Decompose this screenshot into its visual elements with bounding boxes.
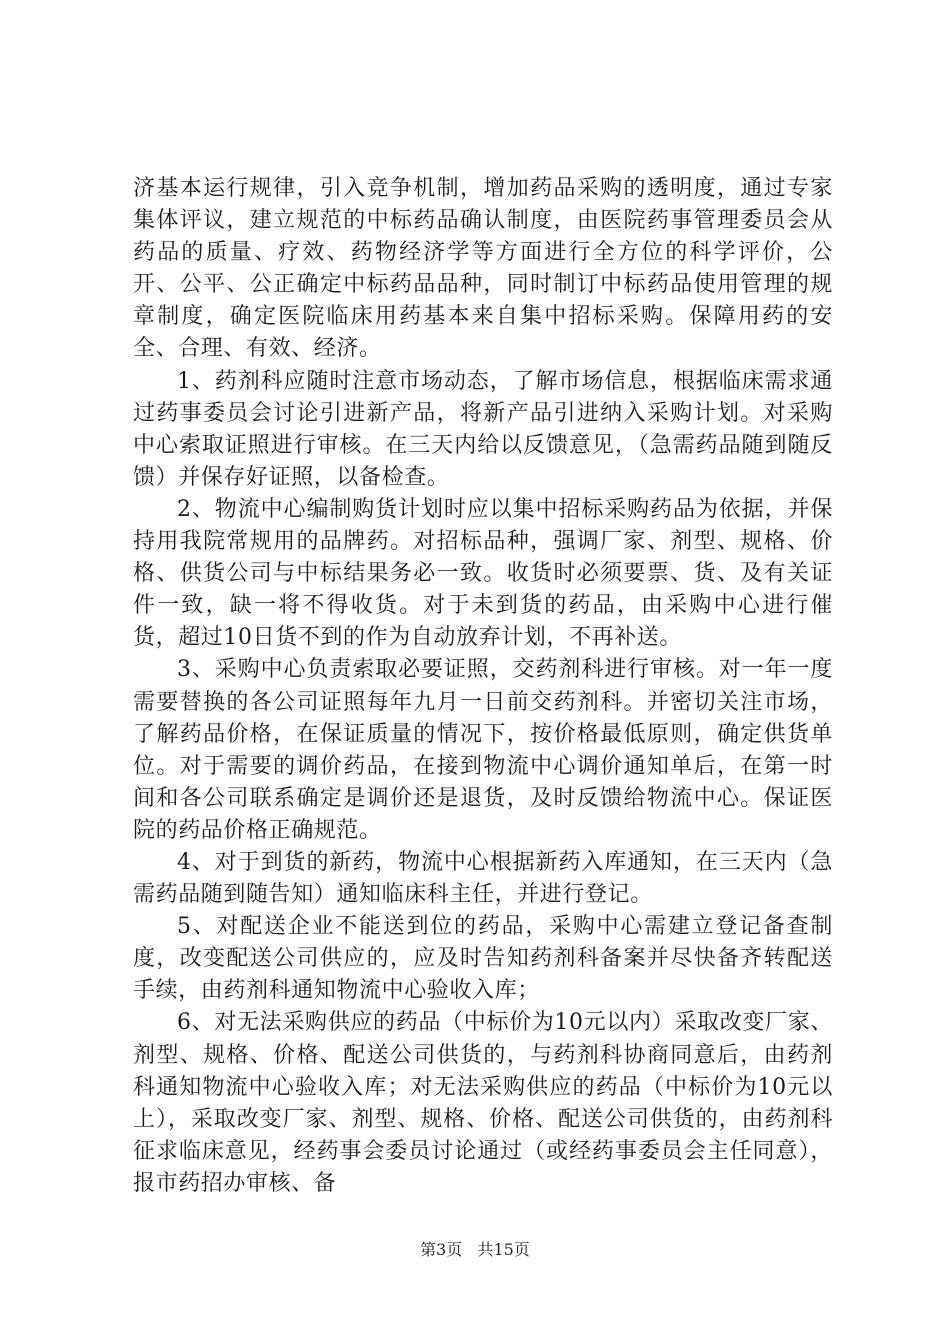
paragraph: 5、对配送企业不能送到位的药品，采购中心需建立登记备查制度，改变配送公司供应的，应及时告知药剂科备案并尽快备齐转配送手续，由药剂科通知物流中心验收入库； <box>133 914 833 1004</box>
page-footer <box>0 1240 950 1260</box>
paragraph: 4、对于到货的新药，物流中心根据新药入库通知，在三天内（急需药品随到随告知）通知临床科主任，并进行登记。 <box>133 849 833 908</box>
page-total: 共15页 <box>477 1240 530 1259</box>
paragraph: 济基本运行规律，引入竞争机制，增加药品采购的透明度，通过专家集体评议，建立规范的中标药品确认制度，由医院药事管理委员会从药品的质量、疗效、药物经济学等方面进行全方位的科学评价，公开、公平、公正确定中标药品品种，同时制订中标药品使用管理的规章制度，确定医院临床用药基本来自集中招标采购。保障用药的安全、合理、有效、经济。 <box>133 176 833 362</box>
document-body <box>133 173 833 1200</box>
paragraph: 6、对无法采购供应的药品（中标价为10元以内）采取改变厂家、剂型、规格、价格、配送公司供货的，与药剂科协商同意后，由药剂科通知物流中心验收入库；对无法采购供应的药品（中标价为10元以上），采取改变厂家、剂型、规格、价格、配送公司供货的，由药剂科征求临床意见，经药事会委员讨论通过（或经药事委员会主任同意），报市药招办审核、备 <box>133 1010 833 1196</box>
paragraph: 1、药剂科应随时注意市场动态，了解市场信息，根据临床需求通过药事委员会讨论引进新产品，将新产品引进纳入采购计划。对采购中心索取证照进行审核。在三天内给以反馈意见，（急需药品随到随反馈）并保存好证照，以备检查。 <box>133 368 833 490</box>
paragraph: 2、物流中心编制购货计划时应以集中招标采购药品为依据，并保持用我院常规用的品牌药。对招标品种，强调厂家、剂型、规格、价格、供货公司与中标结果务必一致。收货时必须要票、货、及有关证件一致，缺一将不得收货。对于未到货的药品，由采购中心进行催货，超过10日货不到的作为自动放弃计划，不再补送。 <box>133 496 833 651</box>
page-number: 第3页 <box>420 1240 463 1259</box>
paragraph: 3、采购中心负责索取必要证照，交药剂科进行审核。对一年一度需要替换的各公司证照每年九月一日前交药剂科。并密切关注市场，了解药品价格，在保证质量的情况下，按价格最低原则，确定供货单位。对于需要的调价药品，在接到物流中心调价通知单后，在第一时间和各公司联系确定是调价还是退货，及时反馈给物流中心。保证医院的药品价格正确规范。 <box>133 657 833 843</box>
